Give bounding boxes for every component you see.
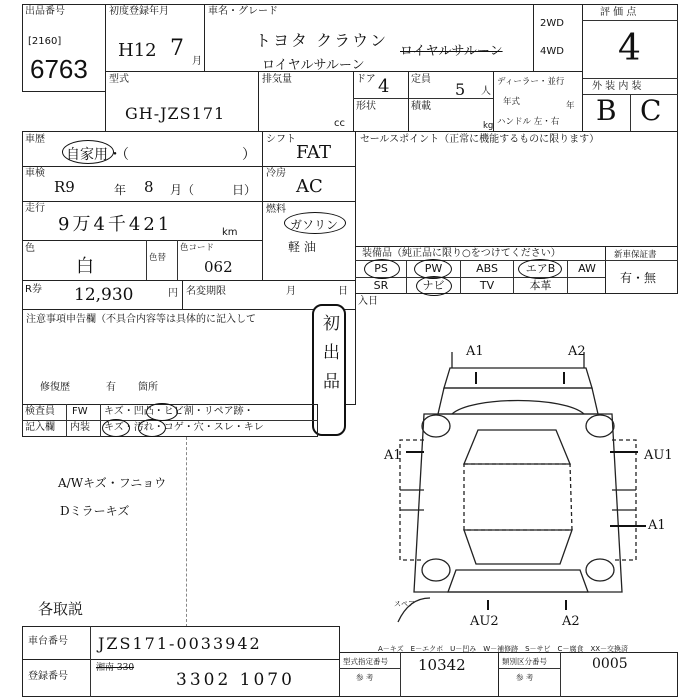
year-label: 年式 xyxy=(503,97,521,107)
dealer-label: ディーラー・並行 xyxy=(497,77,565,87)
shape-label: 形状 xyxy=(356,101,376,112)
inspection-era: R9 xyxy=(54,178,75,196)
registration-value: 3302 1070 xyxy=(176,670,295,690)
equip-sr: SR xyxy=(373,279,389,292)
mark-a1-front: A1 xyxy=(466,344,484,359)
remark-2: Dミラーキズ xyxy=(60,504,130,518)
displacement-unit: cc xyxy=(334,118,345,129)
car-name: トヨタ クラウン xyxy=(255,31,389,50)
inspector-label-2: 記入欄 xyxy=(25,422,55,433)
reg-month: 7 xyxy=(170,36,184,61)
inspector-fw: FW xyxy=(72,406,88,417)
type-no-label: 型式指定番号 xyxy=(343,657,388,666)
mark-a1-left: A1 xyxy=(384,448,402,463)
lot-number: 6763 xyxy=(30,54,88,84)
inspection-month-unit: 月（ xyxy=(170,183,195,197)
displacement-label: 排気量 xyxy=(262,74,292,85)
equip-airbag: エアB xyxy=(525,262,556,275)
equip-tv: TV xyxy=(479,279,495,292)
registration-prefix: 湘南 330 xyxy=(96,663,135,673)
fuel-diesel: 軽 油 xyxy=(288,240,316,254)
inspection-day-unit: 日） xyxy=(232,183,257,197)
inspector-label-1: 検査員 xyxy=(25,406,55,417)
equip-pw: PW xyxy=(424,262,443,275)
name-change-day: 日 xyxy=(338,286,348,297)
circle-navi xyxy=(416,276,452,296)
recycle-unit: 円 xyxy=(168,288,178,299)
fuel-label: 燃料 xyxy=(266,204,286,215)
mark-au2-rear: AU2 xyxy=(470,614,499,629)
drive-box xyxy=(533,4,583,72)
model-label: 型式 xyxy=(109,74,129,85)
sales-point-label: セールスポイント（正常に機能するものに限ります） xyxy=(360,134,600,145)
shift-label: シフト xyxy=(266,134,296,145)
model-value: GH-JZS171 xyxy=(125,104,226,123)
doors-label: ドア xyxy=(356,74,376,85)
first-entry-text: 初出品 xyxy=(319,314,339,401)
equip-leather: 本革 xyxy=(529,279,552,292)
repair-unit: 箇所 xyxy=(138,382,158,393)
repair-value: 有 xyxy=(106,382,116,393)
history-value: 自家用・（ xyxy=(66,147,129,163)
mark-au1-right: AU1 xyxy=(644,448,673,463)
drive-4wd: 4WD xyxy=(540,46,564,57)
color-value: 白 xyxy=(76,256,94,277)
inspector-inner: 内装 xyxy=(70,422,90,433)
inspection-year-unit: 年 xyxy=(114,183,127,197)
car-label: 車名・グレード xyxy=(208,6,278,17)
type-no-value: 10342 xyxy=(418,656,466,674)
lot-code: [2160] xyxy=(28,36,62,47)
recycle-label: R券 xyxy=(25,284,42,295)
rating-value: 4 xyxy=(618,28,641,69)
remark-3: 各取説 xyxy=(38,600,84,618)
type-no-ref: 参 考 xyxy=(356,673,374,682)
capacity-unit: 人 xyxy=(481,86,491,97)
damage-legend: A－キズ E－エクボ U－凹み W－補修跡 S－サビ C－腐食 XX－交換済 xyxy=(378,645,629,653)
ext-int-label: 外 装 内 装 xyxy=(592,81,642,92)
rating-label: 評 価 点 xyxy=(600,7,637,18)
year-unit: 年 xyxy=(566,101,575,111)
handle-label: ハンドル 左・右 xyxy=(497,117,560,127)
inspection-label: 車検 xyxy=(25,168,45,179)
name-change-label: 名変期限 xyxy=(186,286,226,297)
inspection-month: 8 xyxy=(144,178,154,196)
reg-year: H12 xyxy=(118,40,157,61)
exterior-grade: B xyxy=(596,94,617,127)
doors-value: 4 xyxy=(378,76,390,97)
history-circle xyxy=(62,140,114,164)
reg-month-unit: 月 xyxy=(192,56,202,67)
class-no-label: 類別区分番号 xyxy=(502,657,547,666)
circle-airbag xyxy=(518,259,562,279)
car-grade: ロイヤルサルーン xyxy=(262,58,365,73)
equip-abs: ABS xyxy=(476,262,498,275)
repair-label: 修復歴 xyxy=(40,382,70,393)
spare-label: スペア xyxy=(394,600,415,608)
equip-ps: PS xyxy=(374,262,388,275)
registration-label: 登録番号 xyxy=(28,671,68,682)
class-no-value: 0005 xyxy=(592,656,628,672)
equipment-label: 装備品（純正品に限り○をつけてください） xyxy=(362,248,561,259)
load-unit: kg xyxy=(483,121,494,131)
circle-dirt xyxy=(138,419,166,437)
recycle-value: 12,930 xyxy=(74,285,134,305)
color-code-label: 色コード xyxy=(180,243,215,253)
mileage-label: 走行 xyxy=(25,203,45,214)
reg-date-label: 初度登録年月 xyxy=(109,6,169,17)
car-struck: ロイヤルサルーン xyxy=(400,44,503,59)
circle-ps xyxy=(364,259,400,279)
remark-1: A/Wキズ・フニョウ xyxy=(58,476,167,490)
equip-aw: AW xyxy=(578,262,596,275)
warranty-value: 有・無 xyxy=(620,271,657,285)
history-close: ） xyxy=(242,147,256,163)
inspector-row2: キズ・汚れ・コゲ・穴・スレ・キレ xyxy=(104,422,264,433)
fuel-circle xyxy=(284,212,346,234)
chassis-value: JZS171-0033942 xyxy=(98,634,262,653)
color-label: 色 xyxy=(25,243,35,254)
sales-point-box xyxy=(355,131,678,247)
ac-label: 冷房 xyxy=(266,168,286,179)
drive-2wd: 2WD xyxy=(540,18,564,29)
mark-a2-rear: A2 xyxy=(562,614,580,629)
mileage-unit: km xyxy=(222,227,238,238)
history-row xyxy=(22,131,263,167)
history-label: 車歴 xyxy=(25,134,45,145)
inspector-row1: キズ・凹凸・ヒビ割・リペア跡・ xyxy=(104,406,254,417)
mileage-value: 9万4千421 xyxy=(58,214,173,235)
shift-value: FAT xyxy=(296,142,331,163)
color-change-label: 色替 xyxy=(149,253,167,263)
color-code: 062 xyxy=(204,258,233,276)
class-no-ref: 参 考 xyxy=(516,673,534,682)
arrival-label: 入日 xyxy=(358,296,378,307)
capacity-label: 定員 xyxy=(411,74,431,85)
capacity-value: 5 xyxy=(455,80,466,99)
equip-navi: ナビ xyxy=(422,279,445,292)
mark-a1-right: A1 xyxy=(648,518,666,533)
circle-scratch xyxy=(102,419,130,437)
car-damage-diagram xyxy=(360,330,678,630)
notes-label: 注意事項申告欄（不具合内容等は具体的に記入して xyxy=(26,314,256,325)
load-label: 積載 xyxy=(411,101,431,112)
interior-grade: C xyxy=(640,94,662,127)
ac-value: AC xyxy=(296,176,323,197)
warranty-label: 新車保証書 xyxy=(614,250,657,260)
name-change-month: 月 xyxy=(286,286,296,297)
mark-a2-front: A2 xyxy=(568,344,586,359)
fuel-gas: ガソリン xyxy=(290,218,339,232)
lot-label: 出品番号 xyxy=(25,6,65,17)
chassis-label: 車台番号 xyxy=(28,636,68,647)
